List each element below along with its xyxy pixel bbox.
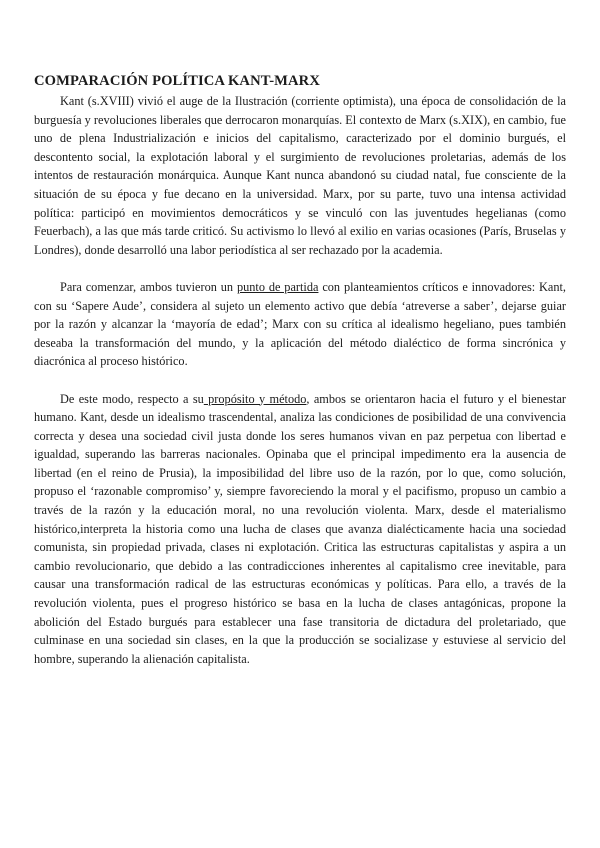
paragraph-context	[34, 92, 566, 259]
paragraph-starting-point-after: con planteamientos críticos e innovadores: Kant, con su ‘Sapere Aude’, considera al sujeto un elemento activo que debía ‘atreverse a saber’, dejarse guiar por la razón y alcanzar la ‘mayoría de edad’; Marx con su crítica al idealismo hegeliano, pues también deseaba la transformación del mundo, y la aplicación del método dialéctico de forma sincrónica y diacrónica al proceso histórico.	[34, 279, 567, 369]
paragraph-purpose-method	[34, 390, 566, 669]
paragraph-starting-point	[34, 278, 566, 371]
document-page	[34, 72, 566, 668]
underlined-phrase-purpose-method: propósito y método	[203, 391, 307, 406]
document-title: COMPARACIÓN POLÍTICA KANT-MARX	[34, 73, 320, 89]
paragraph-purpose-method-before: De este modo, respecto a su	[60, 391, 204, 406]
paragraph-starting-point-before: Para comenzar, ambos tuvieron un	[60, 279, 237, 294]
underlined-phrase-starting-point: punto de partida	[236, 279, 319, 294]
paragraph-purpose-method-after: , ambos se orientaron hacia el futuro y el bienestar humano. Kant, desde un idealismo trascendental, analiza las condiciones de posibilidad de una convivencia correcta y desea una sociedad civil justa donde los seres humanos vivan en paz perpetua con libertad e igualdad, superando las barreras nacionales. Opinaba que el principal impedimento era la ausencia de libertad (en el reino de Prusia), la imposibilidad del libre uso de la razón, por lo que, como solución, propuso el ‘razonable compromiso’ y, siempre favoreciendo la moral y el pacifismo, propuso un cambio a través de la razón y la educación moral, no una revolución violenta. Marx, desde el materialismo histórico,interpreta la historia como una lucha de clases que avanza dialécticamente hacia una sociedad comunista, sin propiedad privada, clases ni explotación. Critica las estructuras capitalistas y aspira a un cambio revolucionario, que debido a las contradicciones inherentes al capitalismo cree inevitable, para causar una transformación radical de las estructuras económicas y políticas. Para ello, a través de la revolución violenta, pues el progreso histórico se basa en la lucha de clases antagónicas, propone la abolición del Estado burgués para establecer una fase transitoria de dictadura del proletariado, que culminase en una sociedad sin clases, en la que la producción se socializase y estuviese al servicio del hombre, superando la alienación capitalista.	[34, 391, 566, 666]
paragraph-context-text: Kant (s.XVIII) vivió el auge de la Ilustración (corriente optimista), una época de consolidación de la burguesía y revoluciones liberales que derrocaron monarquías. El contexto de Marx (s.XIX), en cambio, fue uno de plena Industrialización e inicios del capitalismo, caracterizado por el dominio burgués, el descontento social, la explotación laboral y el surgimiento de revoluciones proletarias, además de los intentos de restauración monárquica. Aunque Kant nunca abandonó su ciudad natal, fue consciente de la situación de su época y fue decano en la universidad. Marx, por su parte, tuvo una intensa actividad política: participó en movimientos democráticos y se vinculó con las juventudes hegelianas (como Feuerbach), a las que más tarde criticó. Su activismo lo llevó al exilio en varias ocasiones (París, Bruselas y Londres), donde desarrolló una labor periodística al ser rechazado por la academia.	[34, 94, 566, 257]
